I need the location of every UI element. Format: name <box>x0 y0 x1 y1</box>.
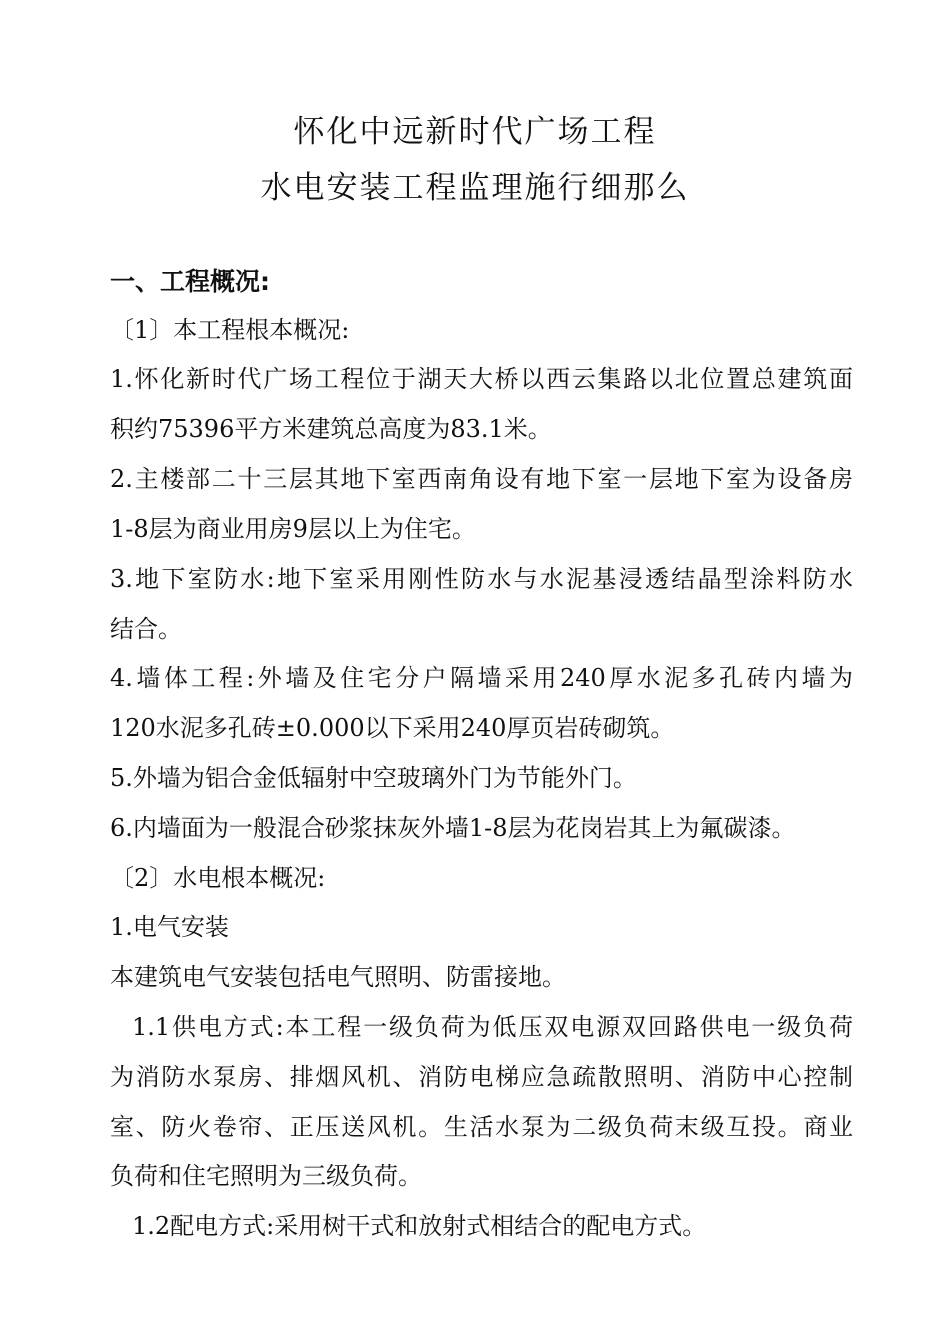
paragraph-line: 为消防水泵房、排烟风机、消防电梯应急疏散照明、消防中心控制 <box>110 1063 853 1091</box>
paragraph-line: 5.外墙为铝合金低辐射中空玻璃外门为节能外门。 <box>110 764 637 792</box>
paragraph-line: 负荷和住宅照明为三级负荷。 <box>110 1162 422 1190</box>
paragraph-line: 120水泥多孔砖±0.000以下采用240厚页岩砖砌筑。 <box>110 714 675 742</box>
paragraph-line: 4.墙体工程:外墙及住宅分户隔墙采用240厚水泥多孔砖内墙为 <box>110 664 853 692</box>
paragraph-line: 室、防火卷帘、正压送风机。生活水泵为二级负荷末级互投。商业 <box>110 1113 853 1141</box>
document-title-line-1: 怀化中远新时代广场工程 <box>293 114 657 150</box>
section-heading: 一、工程概况: <box>110 267 270 296</box>
paragraph-line: 6.内墙面为一般混合砂浆抹灰外墙1-8层为花岗岩其上为氟碳漆。 <box>110 814 796 842</box>
subsection-heading-2: 〔2〕水电根本概况: <box>110 864 326 892</box>
paragraph-line: 1-8层为商业用房9层以上为住宅。 <box>110 515 476 543</box>
paragraph-line: 2.主楼部二十三层其地下室西南角设有地下室一层地下室为设备房 <box>110 465 853 493</box>
subsection-heading-1: 〔1〕本工程根本概况: <box>110 316 350 344</box>
paragraph-line: 本建筑电气安装包括电气照明、防雷接地。 <box>110 963 566 991</box>
paragraph-line: 1.1供电方式:本工程一级负荷为低压双电源双回路供电一级负荷 <box>132 1013 853 1041</box>
paragraph-line: 1.电气安装 <box>110 913 229 941</box>
paragraph-line: 1.怀化新时代广场工程位于湖天大桥以西云集路以北位置总建筑面 <box>110 365 853 393</box>
paragraph-line: 积约75396平方米建筑总高度为83.1米。 <box>110 415 552 443</box>
document-title-line-2: 水电安装工程监理施行细那么 <box>260 170 690 206</box>
paragraph-line: 1.2配电方式:采用树干式和放射式相结合的配电方式。 <box>132 1212 707 1240</box>
paragraph-line: 3.地下室防水:地下室采用刚性防水与水泥基浸透结晶型涂料防水 <box>110 565 853 593</box>
paragraph-line: 结合。 <box>110 615 182 643</box>
